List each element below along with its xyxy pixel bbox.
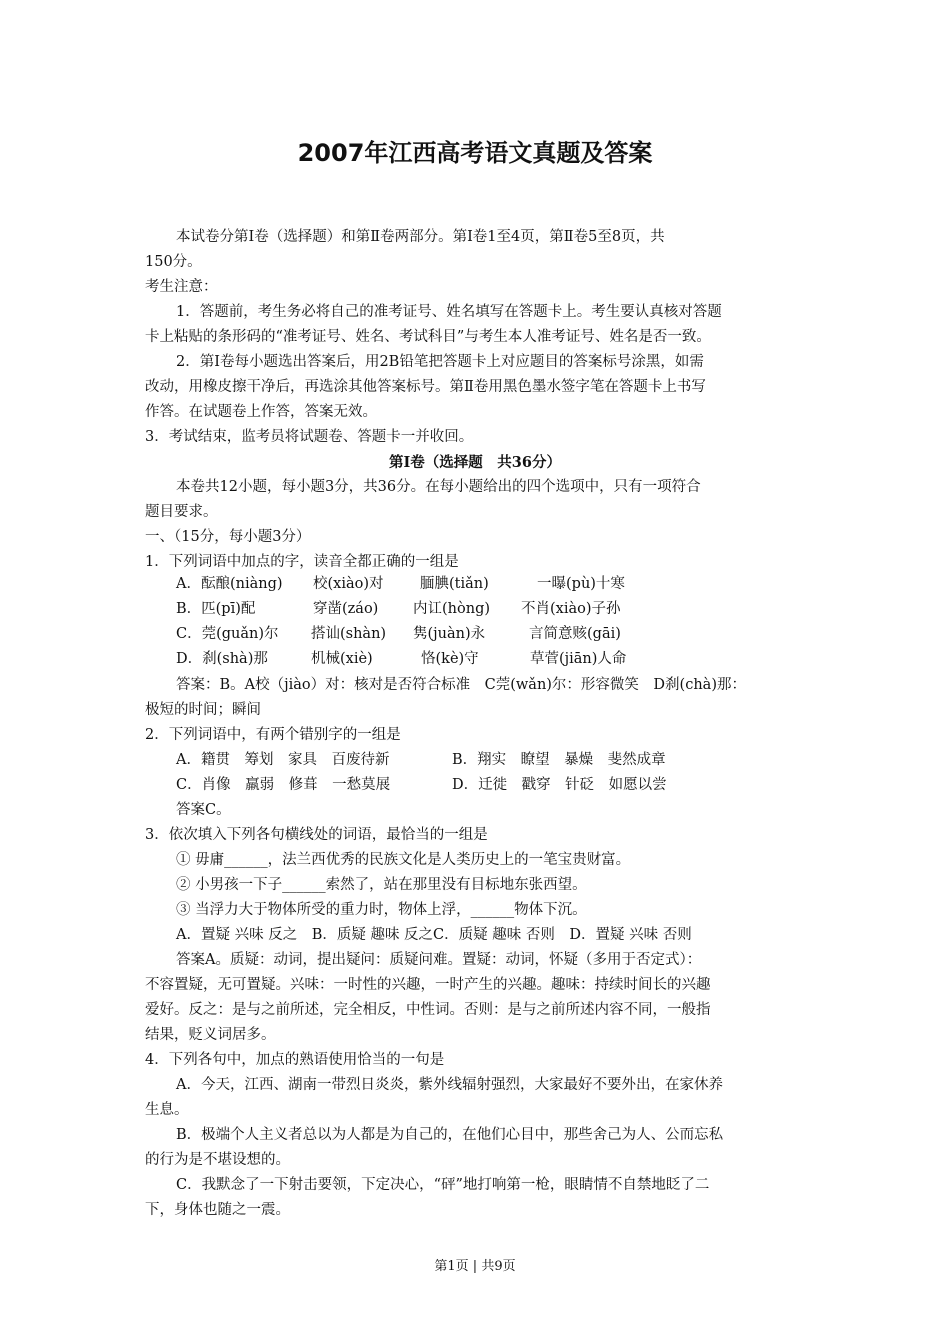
notice-item: 卡上粘贴的条形码的“准考证号、姓名、考试科目”与考生本人准考证号、姓名是否一致。 [145, 329, 711, 345]
answer-line: 答案：B。A校（jiào）对：核对是否符合标准 C莞(wǎn)尔：形容微笑 D刹(chà)那： [176, 677, 746, 693]
answer-line: 爱好。反之：是与之前所述，完全相反，中性词。否则：是与之前所述内容不同，一般指 [145, 1002, 711, 1018]
q3-options: A．置疑 兴味 反之 B．质疑 趣味 反之C．质疑 趣味 否则 D．置疑 兴味 否则 [176, 927, 692, 943]
q1-option: 腼腆(tiǎn) [420, 576, 489, 592]
q4-option: A．今天，江西、湖南一带烈日炎炎，紫外线辐射强烈，大家最好不要外出，在家休养 [176, 1077, 723, 1093]
q1-option: B．匹(pī)配 [176, 601, 256, 617]
q1-option: 机械(xiè) [311, 651, 373, 667]
answer-line: 答案C。 [176, 802, 231, 818]
q3-sentence: ② 小男孩一下子______索然了，站在那里没有目标地东张西望。 [176, 877, 587, 893]
notice-item: 3．考试结束，监考员将试题卷、答题卡一并收回。 [145, 429, 474, 445]
q2-option: C．肖像 羸弱 修葺 一愁莫展 [176, 777, 391, 793]
q3-sentence: ③ 当浮力大于物体所受的重力时，物体上浮，______物体下沉。 [176, 902, 587, 918]
intro-line: 150分。 [145, 254, 202, 270]
q2-option: A．籍贯 筹划 家具 百废待新 [176, 752, 390, 768]
q1-option: 不肖(xiào)子孙 [521, 601, 621, 617]
notice-item: 1．答题前，考生务必将自己的准考证号、姓名填写在答题卡上。考生要认真核对答题 [176, 304, 722, 320]
question-stem: 3．依次填入下列各句横线处的词语，最恰当的一组是 [145, 827, 488, 843]
q1-option: 穿凿(záo) [313, 601, 379, 617]
page-footer: 第1页 | 共9页 [434, 1259, 516, 1274]
answer-line: 极短的时间；瞬间 [145, 702, 261, 718]
q1-option: 一曝(pù)十寒 [537, 576, 625, 592]
question-stem: 4．下列各句中，加点的熟语使用恰当的一句是 [145, 1052, 445, 1068]
section-desc: 题目要求。 [145, 504, 218, 520]
section-desc: 本卷共12小题，每小题3分，共36分。在每小题给出的四个选项中，只有一项符合 [176, 479, 701, 495]
intro-line: 本试卷分第Ⅰ卷（选择题）和第Ⅱ卷两部分。第Ⅰ卷1至4页，第Ⅱ卷5至8页，共 [176, 229, 665, 245]
q1-option: 内讧(hòng) [413, 601, 491, 617]
q4-option: B．极端个人主义者总以为人都是为自己的，在他们心目中，那些舍己为人、公而忘私 [176, 1127, 724, 1143]
q1-option: 草菅(jiān)人命 [530, 651, 627, 667]
q1-option: C．莞(guǎn)尔 [176, 626, 279, 642]
q1-option: 校(xiào)对 [313, 576, 384, 592]
answer-line: 答案A。质疑：动词，提出疑问：质疑问难。置疑：动词，怀疑（多用于否定式）： [176, 952, 702, 968]
section-heading: 第Ⅰ卷（选择题 共36分） [389, 454, 561, 471]
q4-option: C．我默念了一下射击要领，下定决心，“砰”地打响第一枪，眼睛情不自禁地眨了二 [176, 1177, 710, 1193]
q1-option: 恪(kè)守 [421, 651, 479, 667]
q1-option: 隽(juàn)永 [413, 626, 486, 642]
q1-option: 搭讪(shàn) [311, 626, 387, 642]
q4-option: 下，身体也随之一震。 [145, 1202, 290, 1218]
answer-line: 结果，贬义词居多。 [145, 1027, 276, 1043]
notice-item: 2．第Ⅰ卷每小题选出答案后，用2B铅笔把答题卡上对应题目的答案标号涂黑，如需 [176, 354, 704, 370]
question-stem: 2．下列词语中，有两个错别字的一组是 [145, 727, 401, 743]
q2-option: D．迁徙 戳穿 针砭 如愿以尝 [452, 777, 667, 793]
notice-heading: 考生注意： [145, 279, 218, 295]
q1-option: D．刹(shà)那 [176, 651, 268, 667]
q4-option: 的行为是不堪设想的。 [145, 1152, 290, 1168]
q1-option: 言简意赅(gāi) [529, 626, 621, 642]
q4-option: 生息。 [145, 1102, 189, 1118]
notice-item: 作答。在试题卷上作答，答案无效。 [145, 404, 377, 420]
q3-sentence: ① 毋庸______，法兰西优秀的民族文化是人类历史上的一笔宝贵财富。 [176, 852, 631, 868]
page-title: 2007年江西高考语文真题及答案 [297, 139, 653, 167]
part-heading: 一、（15分，每小题3分） [145, 529, 311, 545]
question-stem: 1．下列词语中加点的字，读音全都正确的一组是 [145, 554, 459, 570]
q2-option: B．翔实 瞭望 暴燥 斐然成章 [452, 752, 666, 768]
answer-line: 不容置疑，无可置疑。兴味：一时性的兴趣，一时产生的兴趣。趣味：持续时间长的兴趣 [145, 977, 711, 993]
notice-item: 改动，用橡皮擦干净后，再选涂其他答案标号。第Ⅱ卷用黑色墨水签字笔在答题卡上书写 [145, 379, 706, 395]
q1-option: A．酝酿(niàng) [176, 576, 283, 592]
